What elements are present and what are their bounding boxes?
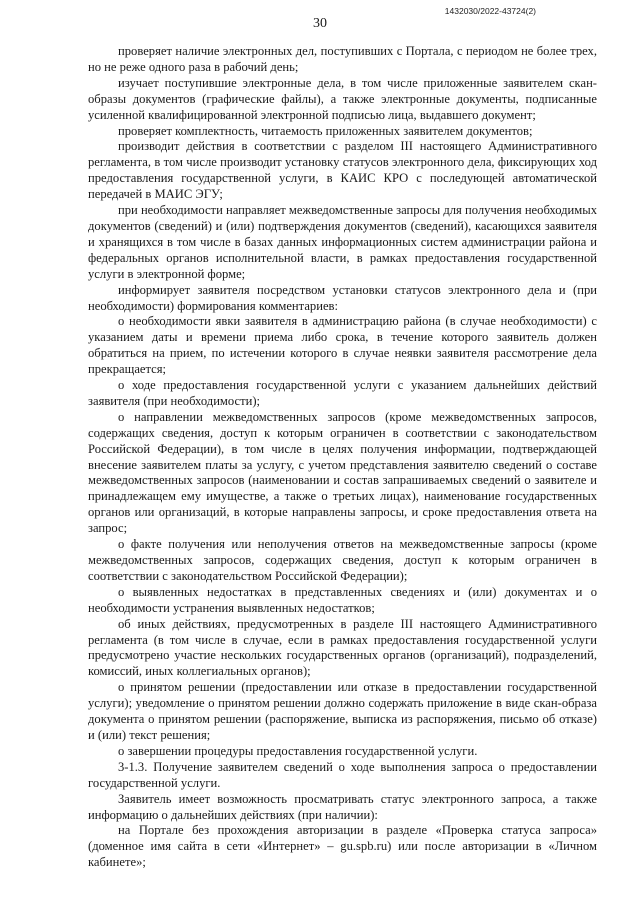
paragraph: о выявленных недостатках в представленных сведениях и (или) документах и о необходимости устранения выявленных недостатков; [88,584,597,615]
paragraph: изучает поступившие электронные дела, в том числе приложенные заявителем скан-образы документов (графические файлы), а также электронные документы, подписанные усиленной квалифицированной электронной подписью лица, выдавшего документ; [88,75,597,122]
paragraph: Заявитель имеет возможность просматривать статус электронного запроса, а также информацию о дальнейших действиях (при наличии): [88,791,597,822]
paragraph: о направлении межведомственных запросов (кроме межведомственных запросов, содержащих сведения, доступ к которым ограничен в соответствии с законодательством Российской Федерации), в том числе в целях получения информации, подтверждающей внесение заявителем платы за услугу, с учетом представления заявителю сведений о составе межведомственных запросов (наименовании и состав запрашиваемых сведений о заявителе и принадлежащем ему имуществе, а также о третьих лицах), наименование государственных органов или организаций, в которые направлены запросы, и сроке предоставления ответа на запрос; [88,409,597,536]
paragraph: на Портале без прохождения авторизации в разделе «Проверка статуса запроса» (доменное имя сайта в сети «Интернет» – gu.spb.ru) или после авторизации в «Личном кабинете»; [88,823,597,870]
paragraph: о факте получения или неполучения ответов на межведомственные запросы (кроме межведомственных запросов, содержащих сведения, доступ к которым ограничен в соответствии с законодательством Российской Федерации); [88,537,597,583]
paragraph: информирует заявителя посредством установки статусов электронного дела и (при необходимости) формирования комментариев: [88,282,597,313]
paragraph: о принятом решении (предоставлении или отказе в предоставлении государственной услуги); уведомление о принятом решении должно содержать приложение в виде скан-образа документа о принятом решении (распоряжение, выписка из распоряжения, письмо об отказе) и (или) текст решения; [88,680,597,742]
paragraph: проверяет комплектность, читаемость приложенных заявителем документов; [118,123,533,138]
paragraph: производит действия в соответствии с разделом III настоящего Административного регламента, в том числе производит установку статусов электронного дела, фиксирующих ход предоставления государственной услуги, в КАИС КРО с последующей автоматической передачей в МАИС ЭГУ; [88,139,597,202]
page-number: 30 [313,16,327,31]
section-heading: 3-1.3. Получение заявителем сведений о ходе выполнения запроса о предоставлении государственной услуги. [88,759,597,790]
document-body [88,44,597,871]
paragraph: о необходимости явки заявителя в администрацию района (в случае необходимости) с указанием даты и времени приема либо срока, в течение которого заявитель должен обратиться на прием, по истечении которого в случае неявки заявителя рассмотрение дела прекращается; [88,314,597,377]
paragraph: о завершении процедуры предоставления государственной услуги. [118,743,478,758]
paragraph: об иных действиях, предусмотренных в разделе III настоящего Административного регламента (в том числе в случае, если в рамках предоставления государственной услуги предусмотрено участие нескольких государственных органов (организаций), подразделений, комиссий, иных коллегиальных органов); [88,616,597,679]
paragraph: при необходимости направляет межведомственные запросы для получения необходимых документов (сведений) и (или) подтверждения документов (сведений), касающихся заявителя и хранящихся в том числе в базах данных информационных систем администрации района и федеральных органов исполнительной власти, в рамках предоставления государственной услуги в электронной форме; [88,203,597,281]
paragraph: о ходе предоставления государственной услуги с указанием дальнейших действий заявителя (при необходимости); [88,378,597,408]
document-registration-id: 1432030/2022-43724(2) [444,6,536,16]
paragraph: проверяет наличие электронных дел, поступивших с Портала, с периодом не более трех, но не реже одного раза в рабочий день; [88,44,597,74]
